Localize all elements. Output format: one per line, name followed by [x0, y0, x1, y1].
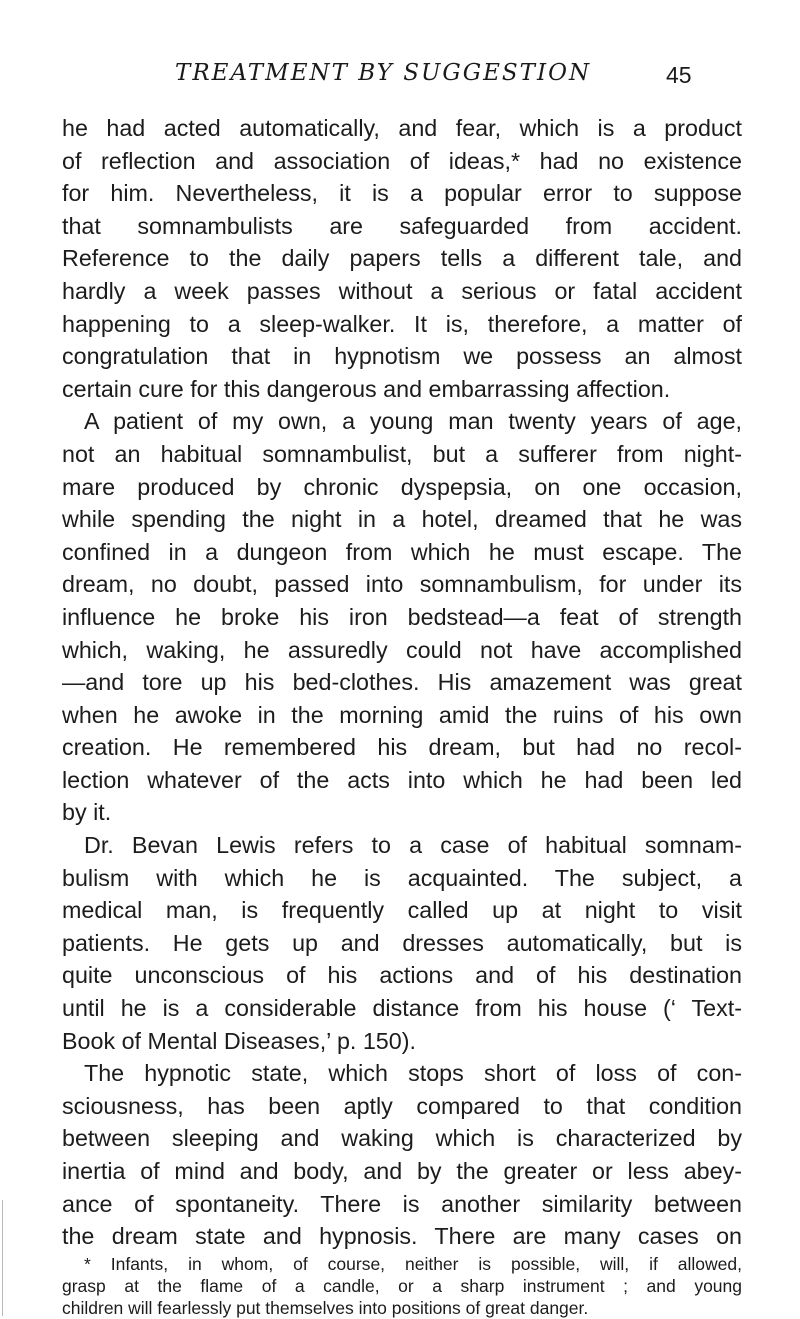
text-line: A patient of my own, a young man twenty years of age,	[84, 408, 742, 435]
text-line: until he is a considerable distance from his house (‘ Text-	[62, 995, 742, 1022]
body-text	[62, 112, 742, 1253]
text-line: by it.	[62, 799, 112, 826]
paragraph-4	[62, 1057, 742, 1253]
running-title: TREATMENT BY SUGGESTION	[175, 60, 592, 86]
text-line: congratulation that in hypnotism we possess an almost	[62, 343, 742, 370]
text-line: he had acted automatically, and fear, which is a product	[62, 115, 742, 141]
text-line: bulism with which he is acquainted. The subject, a	[62, 864, 742, 891]
text-line: confined in a dungeon from which he must escape. The	[62, 538, 742, 565]
text-line: which, waking, he assuredly could not have accomplished	[62, 636, 742, 663]
text-line: creation. He remembered his dream, but had no recol-	[62, 734, 742, 761]
text-line: Dr. Bevan Lewis refers to a case of habitual somnam-	[84, 832, 742, 859]
footnote-line: grasp at the flame of a candle, or a sharp instrument ; and young	[62, 1276, 742, 1296]
text-line: for him. Nevertheless, it is a popular error to suppose	[62, 180, 742, 207]
text-line: the dream state and hypnosis. There are many cases on	[62, 1223, 742, 1250]
page-number: 45	[666, 62, 692, 88]
paragraph-1	[62, 112, 742, 405]
page-edge-shadow	[2, 1200, 3, 1316]
footnote-line: * Infants, in whom, of course, neither is possible, will, if allowed,	[84, 1254, 742, 1274]
text-line: The hypnotic state, which stops short of loss of con-	[84, 1060, 742, 1087]
text-line: dream, no doubt, passed into somnambulism, for under its	[62, 571, 742, 598]
text-line: influence he broke his iron bedstead—a feat of strength	[62, 603, 742, 630]
footnote	[62, 1253, 742, 1319]
text-line: happening to a sleep-walker. It is, therefore, a matter of	[62, 310, 742, 337]
text-line: between sleeping and waking which is characterized by	[62, 1125, 742, 1152]
text-line: mare produced by chronic dyspepsia, on one occasion,	[62, 473, 742, 500]
text-line: —and tore up his bed-clothes. His amazement was great	[62, 669, 742, 696]
text-line: inertia of mind and body, and by the greater or less abey-	[62, 1158, 742, 1184]
paragraph-3	[62, 829, 742, 1057]
text-line: of reflection and association of ideas,* had no existence	[62, 147, 742, 174]
text-line: certain cure for this dangerous and embarrassing affection.	[62, 375, 671, 402]
text-line: sciousness, has been aptly compared to that condition	[62, 1092, 742, 1119]
text-line: hardly a week passes without a serious or fatal accident	[62, 277, 742, 304]
text-line: ance of spontaneity. There is another similarity between	[62, 1190, 742, 1217]
text-line: medical man, is frequently called up at night to visit	[62, 897, 742, 924]
paragraph-2	[62, 405, 742, 829]
text-line: that somnambulists are safeguarded from accident.	[62, 212, 742, 239]
text-line: not an habitual somnambulist, but a sufferer from night-	[62, 440, 742, 467]
text-line: while spending the night in a hotel, dreamed that he was	[62, 506, 742, 533]
footnote-line: children will fearlessly put themselves into positions of great danger.	[62, 1298, 589, 1318]
text-line: lection whatever of the acts into which he had been led	[62, 766, 742, 793]
text-line: Book of Mental Diseases,’ p. 150).	[62, 1027, 416, 1054]
text-line: Reference to the daily papers tells a different tale, and	[62, 245, 742, 272]
text-line: when he awoke in the morning amid the ruins of his own	[62, 701, 742, 728]
text-line: patients. He gets up and dresses automatically, but is	[62, 929, 742, 956]
text-line: quite unconscious of his actions and of his destination	[62, 962, 742, 989]
